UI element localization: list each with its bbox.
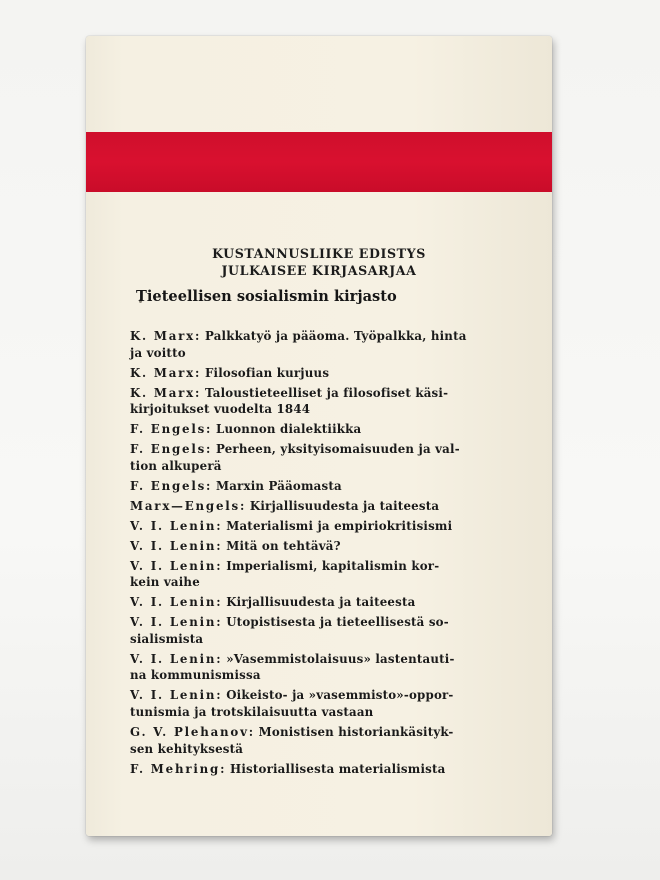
- book-author: V. I. Lenin:: [130, 651, 223, 666]
- book-author: K. Marx:: [130, 329, 202, 343]
- book-author: K. Marx:: [130, 385, 202, 400]
- publisher-line-2: JULKAISEE KIRJASARJAA: [221, 263, 417, 278]
- book-title-continued: tion alkuperä: [130, 458, 222, 473]
- book-title: Mitä on tehtävä?: [226, 538, 341, 553]
- book-title: Marxin Pääomasta: [215, 478, 342, 493]
- book-entry: [130, 365, 540, 382]
- book-title: Monistisen historiankäsityk-: [258, 724, 454, 739]
- book-author: V. I. Lenin:: [130, 538, 223, 553]
- book-author: F. Engels:: [130, 422, 213, 437]
- book-title: Filosofian kurjuus: [204, 365, 330, 380]
- book-author: V. I. Lenin:: [130, 615, 223, 630]
- book-entry: [130, 518, 540, 535]
- book-author: V. I. Lenin:: [130, 688, 223, 703]
- book-title-continued: kirjoitukset vuodelta 1844: [130, 402, 311, 417]
- book-list: [130, 328, 540, 781]
- book-entry: [130, 558, 540, 591]
- book-title: Perheen, yksityisomaisuuden ja val-: [215, 442, 460, 457]
- series-title: Tieteellisen sosialismin kirjasto: [136, 288, 397, 305]
- book-author: K. Marx:: [130, 365, 202, 380]
- book-entry: [130, 687, 540, 720]
- book-title-continued: tunismia ja trotskilaisuutta vastaan: [130, 704, 374, 719]
- book-title: Palkkatyö ja pääoma. Työpalkka, hinta: [204, 329, 467, 343]
- book-entry: [130, 478, 540, 495]
- book-title: Utopistisesta ja tieteellisestä so-: [226, 615, 449, 630]
- book-title-continued: kein vaihe: [130, 575, 200, 590]
- book-title: Historiallisesta materialismista: [229, 761, 446, 776]
- book-author: F. Engels:: [130, 442, 213, 457]
- book-author: V. I. Lenin:: [130, 595, 223, 610]
- book-title: Taloustieteelliset ja filosofiset käsi-: [204, 385, 449, 400]
- book-entry: [130, 594, 540, 611]
- book-title: Materialismi ja empiriokritisismi: [226, 518, 453, 533]
- book-entry: [130, 441, 540, 474]
- book-entry: [130, 328, 540, 361]
- book-author: F. Engels:: [130, 478, 213, 493]
- book-title-continued: na kommunismissa: [130, 668, 261, 683]
- book-title-continued: sen kehityksestä: [130, 741, 244, 756]
- book-author: V. I. Lenin:: [130, 558, 223, 573]
- red-band: [86, 132, 552, 192]
- book-entry: [130, 498, 540, 515]
- book-title-continued: ja voitto: [130, 345, 186, 360]
- book-back-cover: [86, 36, 552, 836]
- book-title: »Vasemmistolaisuus» lastentauti-: [226, 651, 455, 666]
- book-author: Marx—Engels:: [130, 498, 247, 513]
- book-entry: [130, 538, 540, 555]
- book-entry: [130, 614, 540, 647]
- publisher-heading: [86, 245, 552, 279]
- book-author: V. I. Lenin:: [130, 518, 223, 533]
- book-title: Kirjallisuudesta ja taiteesta: [249, 498, 440, 513]
- book-entry: [130, 724, 540, 757]
- book-entry: [130, 385, 540, 418]
- publisher-line-1: KUSTANNUSLIIKE EDISTYS: [212, 246, 426, 261]
- book-entry: [130, 761, 540, 778]
- book-author: F. Mehring:: [130, 761, 227, 776]
- book-title: Luonnon dialektiikka: [215, 422, 362, 437]
- book-author: G. V. Plehanov:: [130, 724, 255, 739]
- book-entry: [130, 421, 540, 438]
- book-title: Imperialismi, kapitalismin kor-: [226, 558, 440, 573]
- book-title-continued: sialismista: [130, 631, 204, 646]
- book-title: Oikeisto- ja »vasemmisto»-oppor-: [226, 688, 454, 703]
- book-entry: [130, 651, 540, 684]
- book-title: Kirjallisuudesta ja taiteesta: [226, 595, 416, 610]
